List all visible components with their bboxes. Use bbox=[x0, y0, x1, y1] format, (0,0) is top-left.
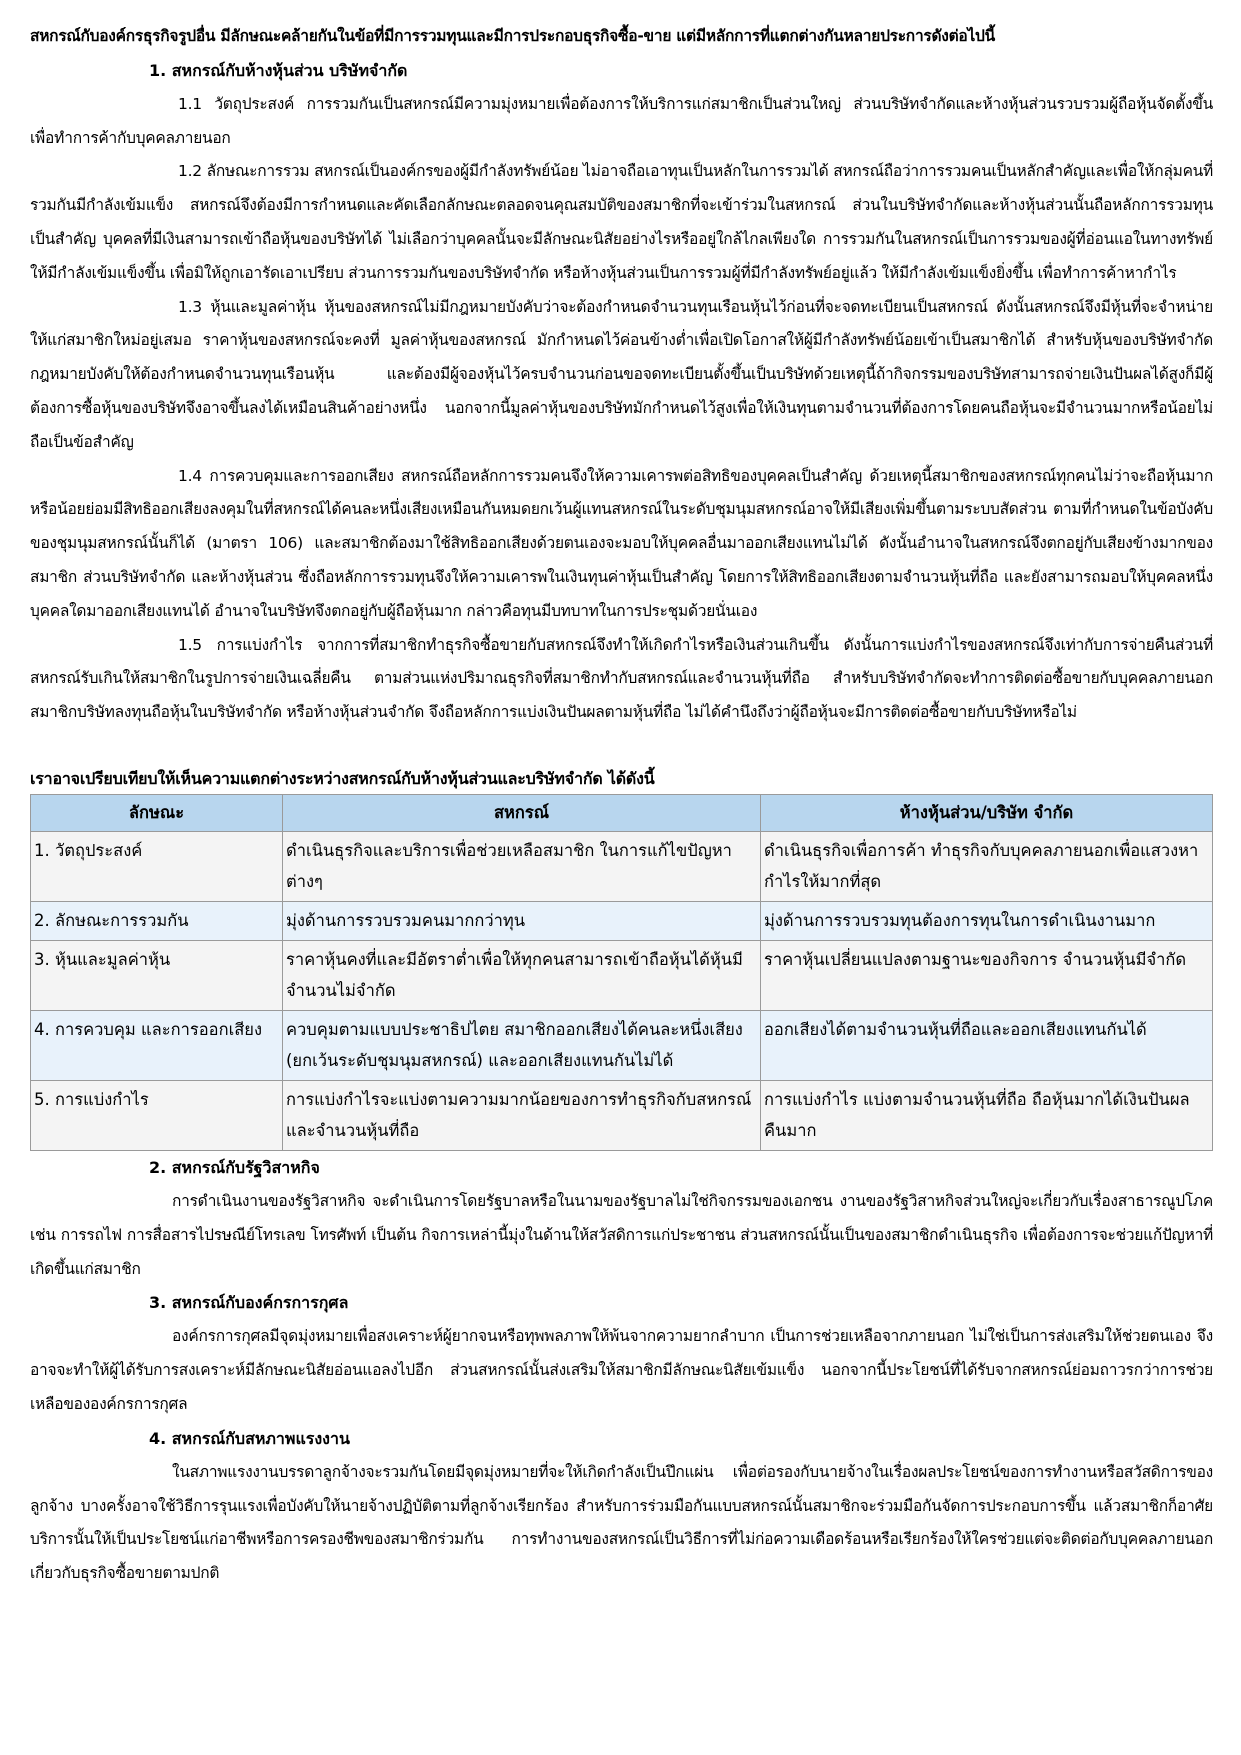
table-row bbox=[31, 940, 1213, 1010]
table-cell-characteristic: 3. หุ้นและมูลค่าหุ้น bbox=[31, 940, 283, 1010]
section1-paragraph-1-3: 1.3 หุ้นและมูลค่าหุ้น หุ้นของสหกรณ์ไม่มีกฎหมายบังคับว่าจะต้องกำหนดจำนวนทุนเรือนหุ้นไว้ก่อนที่จะจดทะเบียนเป็นสหกรณ์ ดังนั้นสหกรณ์จึงมีหุ้นที่จะจำหน่ายให้แก่สมาชิกใหม่อยู่เสมอ ราคาหุ้นของสหกรณ์จะคงที่ มูลค่าหุ้นของสหกรณ์ มักกำหนดไว้ค่อนข้างต่ำเพื่อเปิดโอกาสให้ผู้มีกำลังทรัพย์น้อยเข้าเป็นสมาชิกได้ สำหรับหุ้นของบริษัทจำกัด กฎหมายบังคับให้ต้องกำหนดจำนวนทุนเรือนหุ้น และต้องมีผู้จองหุ้นไว้ครบจำนวนก่อนขอจดทะเบียนตั้งขึ้นเป็นบริษัทด้วยเหตุนี้ถ้ากิจกรรมของบริษัทสามารถจ่ายเงินปันผลได้สูงก็มีผู้ต้องการซื้อหุ้นของบริษัทจึงอาจขึ้นลงได้เหมือนสินค้าอย่างหนึ่ง นอกจากนี้มูลค่าหุ้นของบริษัทมักกำหนดไว้สูงเพื่อให้เงินทุนตามจำนวนที่ต้องการโดยคนถือหุ้นจะมีจำนวนมากหรือน้อยไม่ถือเป็นข้อสำคัญ bbox=[30, 297, 1213, 451]
section1-paragraph-1-4: 1.4 การควบคุมและการออกเสียง สหกรณ์ถือหลักการรวมคนจึงให้ความเคารพต่อสิทธิของบุคคลเป็นสำคัญ ด้วยเหตุนี้สมาชิกของสหกรณ์ทุกคนไม่ว่าจะถือหุ้นมากหรือน้อยย่อมมีสิทธิออกเสียงลงคุมในที่สหกรณ์ได้คนละหนึ่งเสียงเหมือนกันหมดยกเว้นผู้แทนสหกรณ์ในระดับชุมนุมสหกรณ์อาจให้มีเสียงเพิ่มขึ้นตามระบบสัดส่วน ตามที่กำหนดในข้อบังคับของชุมนุมสหกรณ์นั้นก็ได้ (มาตรา 106) และสมาชิกต้องมาใช้สิทธิออกเสียงด้วยตนเองจะมอบให้บุคคลอื่นมาออกเสียงแทนไม่ได้ ดังนั้นอำนาจในสหกรณ์จึงตกอยู่กับเสียงข้างมากของสมาชิก ส่วนบริษัทจำกัด และห้างหุ้นส่วน ซึ่งถือหลักการรวมทุนจึงให้ความเคารพในเงินทุนค่าหุ้นเป็นสำคัญ โดยการให้สิทธิออกเสียงตามจำนวนหุ้นที่ถือ และยังสามารถมอบให้บุคคลหนึ่งบุคคลใดมาออกเสียงแทนได้ อำนาจในบริษัทจึงตกอยู่กับผู้ถือหุ้นมาก กล่าวคือทุนมีบทบาทในการประชุมด้วยนั่นเอง bbox=[30, 466, 1213, 620]
comparison-title: เราอาจเปรียบเทียบให้เห็นความแตกต่างระหว่างสหกรณ์กับห้างหุ้นส่วนและบริษัทจำกัด ได้ดังนี้ bbox=[30, 768, 655, 788]
table-cell-cooperative: มุ่งด้านการรวบรวมคนมากกว่าทุน bbox=[283, 901, 761, 940]
section1-heading: 1. สหกรณ์กับห้างหุ้นส่วน บริษัทจำกัด bbox=[149, 60, 408, 80]
header-cooperative: สหกรณ์ bbox=[283, 794, 761, 831]
section4-heading: 4. สหกรณ์กับสหภาพแรงงาน bbox=[149, 1428, 350, 1448]
table-header-row bbox=[31, 794, 1213, 831]
table-row bbox=[31, 901, 1213, 940]
table-cell-company: ดำเนินธุรกิจเพื่อการค้า ทำธุรกิจกับบุคคลภายนอกเพื่อแสวงหากำไรให้มากที่สุด bbox=[761, 831, 1213, 901]
section3-paragraph: องค์กรการกุศลมีจุดมุ่งหมายเพื่อสงเคราะห์ผู้ยากจนหรือทุพพลภาพให้พ้นจากความยากลำบาก เป็นการช่วยเหลือจากภายนอก ไม่ใช่เป็นการส่งเสริมให้ช่วยตนเอง จึงอาจจะทำให้ผู้ได้รับการสงเคราะห์มีลักษณะนิสัยอ่อนแอลงไปอีก ส่วนสหกรณ์นั้นส่งเสริมให้สมาชิกมีลักษณะนิสัยเข้มแข็ง นอกจากนี้ประโยชน์ที่ได้รับจากสหกรณ์ย่อมถาวรกว่าการช่วยเหลือขององค์กรการกุศล bbox=[30, 1327, 1213, 1413]
table-row bbox=[31, 1080, 1213, 1150]
comparison-table bbox=[30, 794, 1213, 1151]
table-cell-company: ราคาหุ้นเปลี่ยนแปลงตามฐานะของกิจการ จำนวนหุ้นมีจำกัด bbox=[761, 940, 1213, 1010]
table-cell-cooperative: ควบคุมตามแบบประชาธิปไตย สมาชิกออกเสียงได้คนละหนึ่งเสียง (ยกเว้นระดับชุมนุมสหกรณ์) และออกเสียงแทนกันไม่ได้ bbox=[283, 1010, 761, 1080]
table-cell-company: ออกเสียงได้ตามจำนวนหุ้นที่ถือและออกเสียงแทนกันได้ bbox=[761, 1010, 1213, 1080]
intro-paragraph: สหกรณ์กับองค์กรธุรกิจรูปอื่น มีลักษณะคล้ายกันในข้อที่มีการรวมทุนและมีการประกอบธุรกิจซื้อ-ขาย แต่มีหลักการที่แตกต่างกันหลายประการดังต่อไปนี้ bbox=[30, 27, 995, 45]
section4-paragraph: ในสภาพแรงงานบรรดาลูกจ้างจะรวมกันโดยมีจุดมุ่งหมายที่จะให้เกิดกำลังเป็นปึกแผ่น เพื่อต่อรองกับนายจ้างในเรื่องผลประโยชน์ของการทำงานหรือสวัสดิการของลูกจ้าง บางครั้งอาจใช้วิธีการรุนแรงเพื่อบังคับให้นายจ้างปฏิบัติตามที่ลูกจ้างเรียกร้อง สำหรับการร่วมมือกันแบบสหกรณ์นั้นสมาชิกจะร่วมมือกันจัดการประกอบการขึ้น แล้วสมาชิกก็อาศัยบริการนั้นให้เป็นประโยชน์แก่อาชีพหรือการครองชีพของสมาชิกร่วมกัน การทำงานของสหกรณ์เป็นวิธีการที่ไม่ก่อความเดือดร้อนหรือเรียกร้องให้ใครช่วยแต่จะติดต่อกับบุคคลภายนอกเกี่ยวกับธุรกิจซื้อขายตามปกติ bbox=[30, 1462, 1213, 1583]
spacer bbox=[30, 730, 1213, 764]
section1-paragraph-1-1: 1.1 วัตถุประสงค์ การรวมกันเป็นสหกรณ์มีความมุ่งหมายเพื่อต้องการให้บริการแก่สมาชิกเป็นส่วนใหญ่ ส่วนบริษัทจำกัดและห้างหุ้นส่วนรวบรวมผู้ถือหุ้นจัดตั้งขึ้น เพื่อทำการค้ากับบุคคลภายนอก bbox=[30, 94, 1213, 147]
section2-paragraph: การดำเนินงานของรัฐวิสาหกิจ จะดำเนินการโดยรัฐบาลหรือในนามของรัฐบาลไม่ใช่กิจกรรมของเอกชน งานของรัฐวิสาหกิจส่วนใหญ่จะเกี่ยวกับเรื่องสาธารณูปโภค เช่น การรถไฟ การสื่อสารไปรษณีย์โทรเลข โทรศัพท์ เป็นต้น กิจการเหล่านี้มุ่งในด้านให้สวัสดิการแก่ประชาชน ส่วนสหกรณ์นั้นเป็นของสมาชิกดำเนินธุรกิจ เพื่อต้องการจะช่วยแก้ปัญหาที่เกิดขึ้นแก่สมาชิก bbox=[30, 1191, 1213, 1278]
section1-paragraph-1-2: 1.2 ลักษณะการรวม สหกรณ์เป็นองค์กรของผู้มีกำลังทรัพย์น้อย ไม่อาจถือเอาทุนเป็นหลักในการรวมได้ สหกรณ์ถือว่าการรวมคนเป็นหลักสำคัญและเพื่อให้กลุ่มคนที่รวมกันมีกำลังเข้มแข็ง สหกรณ์จึงต้องมีการกำหนดและคัดเลือกลักษณะตลอดจนคุณสมบัติของสมาชิกที่จะเข้าร่วมในสหกรณ์ ส่วนในบริษัทจำกัดและห้างหุ้นส่วนนั้นถือหลักการรวมทุนเป็นสำคัญ บุคคลที่มีเงินสามารถเข้าถือหุ้นของบริษัทได้ ไม่เลือกว่าบุคคลนั้นจะมีลักษณะนิสัยอย่างไรหรืออยู่ใกล้ไกลเพียงใด การรวมกันในสหกรณ์เป็นการรวมของผู้ที่อ่อนแอในทางทรัพย์ให้มีกำลังเข้มแข็งขึ้น เพื่อมิให้ถูกเอารัดเอาเปรียบ ส่วนการรวมกันของบริษัทจำกัด หรือห้างหุ้นส่วนเป็นการรวมผู้ที่มีกำลังทรัพย์อยู่แล้ว ให้มีกำลังเข้มแข็งยิ่งขึ้น เพื่อทำการค้าหากำไร bbox=[30, 162, 1213, 282]
table-cell-characteristic: 1. วัตถุประสงค์ bbox=[31, 831, 283, 901]
header-company: ห้างหุ้นส่วน/บริษัท จำกัด bbox=[761, 794, 1213, 831]
section1-paragraph-1-5: 1.5 การแบ่งกำไร จากการที่สมาชิกทำธุรกิจซื้อขายกับสหกรณ์จึงทำให้เกิดกำไรหรือเงินส่วนเกินขึ้น ดังนั้นการแบ่งกำไรของสหกรณ์จึงเท่ากับการจ่ายคืนส่วนที่สหกรณ์รับเกินให้สมาชิกในรูปการจ่ายเงินเฉลี่ยคืน ตามส่วนแห่งปริมาณธุรกิจที่สมาชิกทำกับสหกรณ์และจำนวนหุ้นที่ถือ สำหรับบริษัทจำกัดจะทำการติดต่อซื้อขายกับบุคคลภายนอกสมาชิกบริษัทลงทุนถือหุ้นในบริษัทจำกัด หรือห้างหุ้นส่วนจำกัด จึงถือหลักการแบ่งเงินปันผลตามหุ้นที่ถือ ไม่ได้คำนึงถึงว่าผู้ถือหุ้นจะมีการติดต่อซื้อขายกับบริษัทหรือไม่ bbox=[30, 635, 1213, 722]
table-cell-company: มุ่งด้านการรวบรวมทุนต้องการทุนในการดำเนินงานมาก bbox=[761, 901, 1213, 940]
table-cell-characteristic: 4. การควบคุม และการออกเสียง bbox=[31, 1010, 283, 1080]
header-characteristic: ลักษณะ bbox=[31, 794, 283, 831]
table-cell-cooperative: ราคาหุ้นคงที่และมีอัตราต่ำเพื่อให้ทุกคนสามารถเข้าถือหุ้นได้หุ้นมีจำนวนไม่จำกัด bbox=[283, 940, 761, 1010]
table-cell-company: การแบ่งกำไร แบ่งตามจำนวนหุ้นที่ถือ ถือหุ้นมากได้เงินปันผลคืนมาก bbox=[761, 1080, 1213, 1150]
table-cell-cooperative: ดำเนินธุรกิจและบริการเพื่อช่วยเหลือสมาชิก ในการแก้ไขปัญหาต่างๆ bbox=[283, 831, 761, 901]
table-cell-characteristic: 2. ลักษณะการรวมกัน bbox=[31, 901, 283, 940]
table-cell-cooperative: การแบ่งกำไรจะแบ่งตามความมากน้อยของการทำธุรกิจกับสหกรณ์ และจำนวนหุ้นที่ถือ bbox=[283, 1080, 761, 1150]
table-row bbox=[31, 1010, 1213, 1080]
section3-heading: 3. สหกรณ์กับองค์กรการกุศล bbox=[149, 1293, 349, 1313]
section2-heading: 2. สหกรณ์กับรัฐวิสาหกิจ bbox=[149, 1157, 320, 1177]
table-row bbox=[31, 831, 1213, 901]
table-cell-characteristic: 5. การแบ่งกำไร bbox=[31, 1080, 283, 1150]
